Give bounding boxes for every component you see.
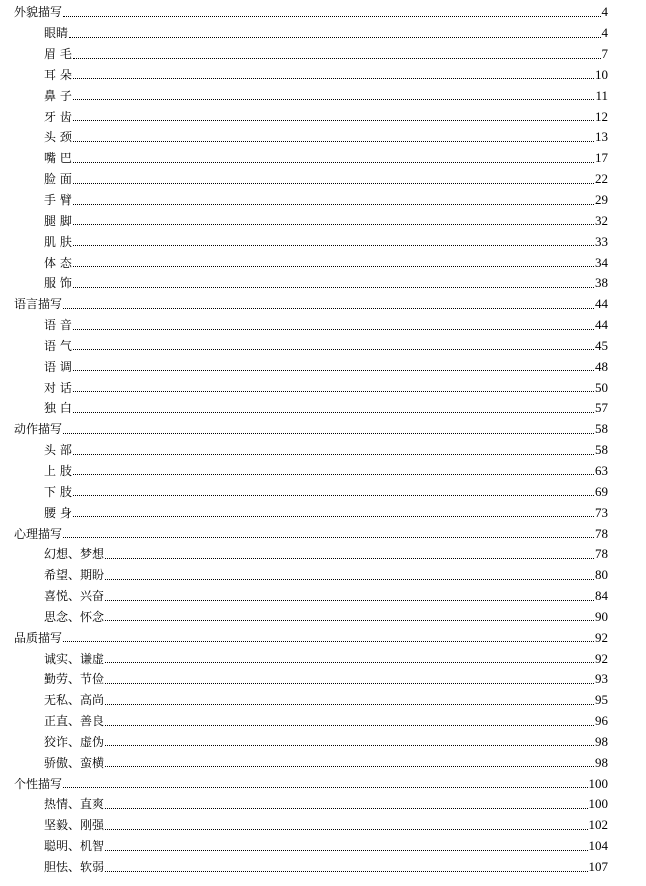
toc-page-number: 80 — [595, 567, 608, 583]
toc-entry-title: 上 肢 — [44, 463, 72, 478]
toc-dot-leader — [73, 141, 594, 142]
toc-dot-leader — [63, 433, 594, 434]
toc-page-number: 100 — [588, 775, 608, 791]
toc-page-number: 13 — [595, 129, 608, 145]
toc-entry-title: 嘴 巴 — [44, 151, 72, 166]
toc-dot-leader — [73, 474, 594, 475]
toc-subentry[interactable] — [0, 23, 646, 44]
toc-subentry[interactable] — [0, 85, 646, 106]
toc-page-number: 102 — [588, 817, 608, 833]
toc-dot-leader — [73, 99, 595, 100]
toc-page-number: 45 — [595, 337, 608, 353]
toc-entry-title: 下 肢 — [44, 484, 72, 499]
toc-dot-leader — [105, 871, 587, 872]
toc-page-number: 84 — [595, 588, 608, 604]
toc-page-number: 58 — [595, 442, 608, 458]
toc-entry-title: 动作描写 — [14, 422, 63, 437]
toc-entry-title: 喜悦、兴奋 — [44, 589, 105, 604]
toc-dot-leader — [73, 245, 594, 246]
toc-page-number: 38 — [595, 275, 608, 291]
toc-section-entry[interactable] — [0, 627, 646, 648]
toc-dot-leader — [63, 308, 594, 309]
toc-page-number: 92 — [595, 650, 608, 666]
toc-dot-leader — [73, 162, 594, 163]
toc-section-entry[interactable] — [0, 419, 646, 440]
toc-dot-leader — [73, 329, 594, 330]
toc-entry-title: 勤劳、节俭 — [44, 672, 105, 687]
toc-page-number: 10 — [595, 66, 608, 82]
toc-subentry[interactable] — [0, 606, 646, 627]
toc-entry-title: 聪明、机智 — [44, 839, 105, 854]
toc-dot-leader — [105, 579, 594, 580]
toc-entry-title: 鼻 子 — [44, 88, 72, 103]
toc-entry-title: 幻想、梦想 — [44, 547, 105, 562]
toc-entry-title: 肌 肤 — [44, 234, 72, 249]
toc-subentry[interactable] — [0, 565, 646, 586]
toc-page-number: 78 — [595, 546, 608, 562]
toc-subentry[interactable] — [0, 231, 646, 252]
toc-page-number: 17 — [595, 150, 608, 166]
toc-page-number: 96 — [595, 713, 608, 729]
toc-page-number: 58 — [595, 421, 608, 437]
toc-page-number: 33 — [595, 233, 608, 249]
toc-page-number: 95 — [595, 692, 608, 708]
toc-entry-title: 心理描写 — [14, 526, 63, 541]
toc-page-number: 90 — [595, 608, 608, 624]
toc-subentry[interactable] — [0, 481, 646, 502]
toc-entry-title: 眉 毛 — [44, 47, 72, 62]
toc-entry-title: 体 态 — [44, 255, 72, 270]
toc-entry-title: 狡诈、虚伪 — [44, 734, 105, 749]
toc-entry-title: 品质描写 — [14, 630, 63, 645]
toc-page-number: 12 — [595, 108, 608, 124]
toc-dot-leader — [105, 662, 594, 663]
toc-page-number: 4 — [601, 4, 608, 20]
toc-subentry[interactable] — [0, 857, 646, 878]
toc-page-number: 100 — [588, 796, 608, 812]
toc-entry-title: 思念、怀念 — [44, 609, 105, 624]
toc-subentry[interactable] — [0, 732, 646, 753]
toc-page-number: 98 — [595, 754, 608, 770]
toc-entry-title: 脸 面 — [44, 172, 72, 187]
toc-dot-leader — [105, 683, 594, 684]
toc-subentry[interactable] — [0, 461, 646, 482]
toc-subentry[interactable] — [0, 106, 646, 127]
toc-dot-leader — [105, 766, 594, 767]
toc-subentry[interactable] — [0, 398, 646, 419]
toc-subentry[interactable] — [0, 252, 646, 273]
toc-entry-title: 服 饰 — [44, 276, 72, 291]
toc-subentry[interactable] — [0, 502, 646, 523]
toc-subentry[interactable] — [0, 586, 646, 607]
toc-dot-leader — [73, 266, 594, 267]
toc-page-number: 93 — [595, 671, 608, 687]
toc-entry-title: 对 话 — [44, 380, 72, 395]
toc-subentry[interactable] — [0, 315, 646, 336]
toc-entry-title: 语 气 — [44, 338, 72, 353]
toc-page-number: 92 — [595, 629, 608, 645]
toc-page-number: 78 — [595, 525, 608, 541]
toc-page-number: 104 — [588, 838, 608, 854]
toc-subentry[interactable] — [0, 210, 646, 231]
toc-dot-leader — [73, 495, 594, 496]
toc-subentry[interactable] — [0, 65, 646, 86]
toc-subentry[interactable] — [0, 711, 646, 732]
toc-entry-title: 正直、善良 — [44, 714, 105, 729]
toc-dot-leader — [73, 224, 594, 225]
toc-dot-leader — [105, 704, 594, 705]
toc-subentry[interactable] — [0, 794, 646, 815]
toc-dot-leader — [105, 558, 594, 559]
toc-subentry[interactable] — [0, 669, 646, 690]
toc-page-number: 69 — [595, 483, 608, 499]
toc-subentry[interactable] — [0, 148, 646, 169]
toc-page-number: 4 — [601, 25, 608, 41]
toc-entry-title: 热情、直爽 — [44, 797, 105, 812]
toc-dot-leader — [105, 745, 594, 746]
toc-page-number: 11 — [595, 87, 608, 103]
toc-entry-title: 无私、高尚 — [44, 693, 105, 708]
toc-entry-title: 腿 脚 — [44, 213, 72, 228]
toc-subentry[interactable] — [0, 836, 646, 857]
toc-subentry[interactable] — [0, 273, 646, 294]
toc-section-entry[interactable] — [0, 773, 646, 794]
toc-entry-title: 语言描写 — [14, 297, 63, 312]
toc-dot-leader — [105, 725, 594, 726]
toc-dot-leader — [69, 37, 600, 38]
toc-subentry[interactable] — [0, 690, 646, 711]
toc-entry-title: 坚毅、刚强 — [44, 818, 105, 833]
toc-dot-leader — [73, 349, 594, 350]
toc-page-number: 63 — [595, 462, 608, 478]
toc-entry-title: 个性描写 — [14, 776, 63, 791]
toc-subentry[interactable] — [0, 336, 646, 357]
toc-section-entry[interactable] — [0, 294, 646, 315]
toc-page-number: 29 — [595, 192, 608, 208]
toc-subentry[interactable] — [0, 169, 646, 190]
toc-subentry[interactable] — [0, 440, 646, 461]
toc-subentry[interactable] — [0, 127, 646, 148]
toc-dot-leader — [63, 641, 594, 642]
toc-dot-leader — [105, 829, 587, 830]
table-of-contents — [0, 2, 646, 877]
toc-subentry[interactable] — [0, 752, 646, 773]
toc-dot-leader — [73, 516, 594, 517]
toc-entry-title: 手 臂 — [44, 193, 72, 208]
toc-entry-title: 牙 齿 — [44, 109, 72, 124]
toc-subentry[interactable] — [0, 190, 646, 211]
toc-dot-leader — [73, 58, 601, 59]
toc-dot-leader — [73, 412, 594, 413]
toc-subentry[interactable] — [0, 356, 646, 377]
toc-page-number: 32 — [595, 212, 608, 228]
toc-subentry[interactable] — [0, 377, 646, 398]
toc-dot-leader — [73, 78, 594, 79]
toc-dot-leader — [105, 850, 587, 851]
toc-dot-leader — [63, 787, 587, 788]
toc-section-entry[interactable] — [0, 2, 646, 23]
toc-page-number: 107 — [588, 859, 608, 875]
toc-page-number: 7 — [601, 46, 608, 62]
toc-dot-leader — [73, 454, 594, 455]
toc-page-number: 50 — [595, 379, 608, 395]
toc-page-number: 44 — [595, 317, 608, 333]
toc-page-number: 73 — [595, 504, 608, 520]
toc-dot-leader — [73, 370, 594, 371]
toc-page-number: 98 — [595, 733, 608, 749]
toc-entry-title: 希望、期盼 — [44, 568, 105, 583]
toc-section-entry[interactable] — [0, 523, 646, 544]
toc-entry-title: 语 音 — [44, 318, 72, 333]
toc-dot-leader — [63, 537, 594, 538]
toc-dot-leader — [105, 808, 587, 809]
toc-entry-title: 骄傲、蛮横 — [44, 755, 105, 770]
toc-entry-title: 耳 朵 — [44, 67, 72, 82]
toc-page-number: 34 — [595, 254, 608, 270]
toc-page-number: 57 — [595, 400, 608, 416]
toc-subentry[interactable] — [0, 815, 646, 836]
toc-entry-title: 外貌描写 — [14, 5, 63, 20]
toc-dot-leader — [63, 16, 600, 17]
toc-subentry[interactable] — [0, 648, 646, 669]
toc-entry-title: 诚实、谦虚 — [44, 651, 105, 666]
toc-entry-title: 头 颈 — [44, 130, 72, 145]
toc-dot-leader — [73, 287, 594, 288]
toc-dot-leader — [105, 620, 594, 621]
toc-dot-leader — [73, 183, 594, 184]
toc-dot-leader — [73, 120, 594, 121]
toc-subentry[interactable] — [0, 544, 646, 565]
toc-page-number: 48 — [595, 358, 608, 374]
toc-entry-title: 眼睛 — [44, 26, 69, 41]
toc-dot-leader — [73, 391, 594, 392]
toc-entry-title: 头 部 — [44, 443, 72, 458]
toc-page-number: 44 — [595, 296, 608, 312]
toc-entry-title: 胆怯、软弱 — [44, 860, 105, 875]
toc-entry-title: 腰 身 — [44, 505, 72, 520]
toc-subentry[interactable] — [0, 44, 646, 65]
toc-dot-leader — [105, 600, 594, 601]
toc-dot-leader — [73, 204, 594, 205]
toc-entry-title: 语 调 — [44, 359, 72, 374]
toc-page-number: 22 — [595, 171, 608, 187]
toc-entry-title: 独 白 — [44, 401, 72, 416]
